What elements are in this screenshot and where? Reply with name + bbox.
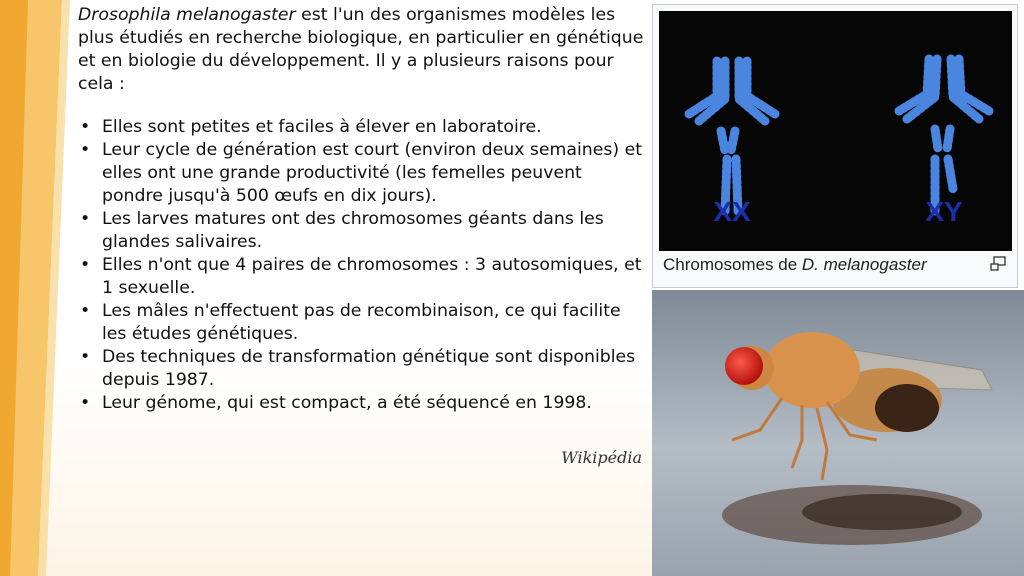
main-text bbox=[78, 4, 644, 415]
intro-paragraph bbox=[78, 4, 644, 96]
list-item: • Les larves matures ont des chromosomes géants dans les glandes salivaires. bbox=[78, 208, 644, 254]
caption-prefix: Chromosomes de bbox=[663, 255, 802, 274]
species-name: Drosophila melanogaster bbox=[78, 5, 296, 25]
intro-text: est l'un des organismes modèles les plus étudiés en recherche biologique, en particulier en génétique et en biologie du développement. Il y a plusieurs raisons pour cela : bbox=[78, 5, 644, 94]
decorative-ribbon bbox=[0, 0, 90, 576]
source-credit: Wikipédia bbox=[561, 448, 642, 467]
list-item: • Leur cycle de génération est court (environ deux semaines) et elles ont une grande productivité (les femelles peuvent pondre jusqu'à 500 œufs en dix jours). bbox=[78, 139, 644, 208]
figure-caption bbox=[663, 255, 927, 275]
list-item: • Elles sont petites et faciles à élever en laboratoire. bbox=[78, 116, 644, 139]
chromosome-figure bbox=[652, 4, 1018, 288]
xx-label: XX bbox=[713, 196, 751, 227]
list-item: • Elles n'ont que 4 paires de chromosomes : 3 autosomiques, et 1 sexuelle. bbox=[78, 254, 644, 300]
list-item: • Leur génome, qui est compact, a été séquencé en 1998. bbox=[78, 392, 644, 415]
xy-label: XY bbox=[925, 196, 963, 227]
list-item: • Les mâles n'effectuent pas de recombinaison, ce qui facilite les études génétiques. bbox=[78, 300, 644, 346]
caption-species: D. melanogaster bbox=[801, 255, 927, 274]
expand-icon[interactable] bbox=[989, 255, 1007, 273]
fruit-fly-photo bbox=[652, 290, 1024, 576]
reasons-list bbox=[78, 116, 644, 415]
chromosome-image[interactable] bbox=[659, 11, 1012, 251]
list-item: • Des techniques de transformation génétique sont disponibles depuis 1987. bbox=[78, 346, 644, 392]
